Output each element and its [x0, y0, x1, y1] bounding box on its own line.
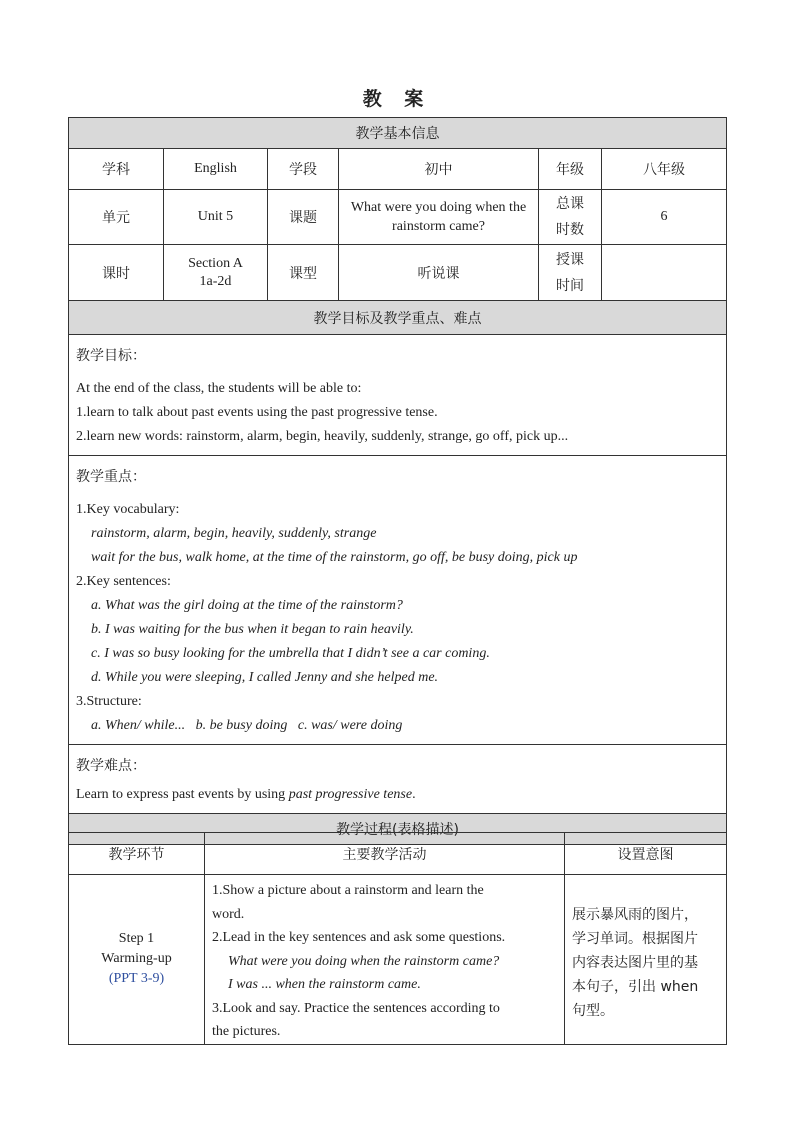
- basic-info-header: 教学基本信息: [69, 118, 727, 149]
- teaching-time-value[interactable]: [602, 245, 727, 301]
- intent-line: 学习单词。根据图片: [572, 931, 698, 947]
- activities-cell: [205, 875, 565, 1045]
- subject-label: 学科: [69, 149, 164, 190]
- stage-value: 初中: [339, 149, 539, 190]
- key-points: [69, 456, 727, 745]
- period-line2: 1a-2d: [199, 273, 232, 289]
- sentences-heading: 2.Key sentences:: [76, 574, 171, 589]
- total-hours-label: [539, 190, 602, 245]
- grade-value: 八年级: [602, 149, 727, 190]
- teaching-objectives: [69, 335, 727, 456]
- col-intent-header: 设置意图: [565, 833, 727, 875]
- grade-label: 年级: [539, 149, 602, 190]
- step-ppt-ref: (PPT 3-9): [108, 971, 165, 987]
- total-hours-value: 6: [602, 190, 727, 245]
- objective-line: At the end of the class, the students will be able to:: [76, 381, 362, 396]
- period-value: [164, 245, 268, 301]
- col-activity-header: 主要教学活动: [205, 833, 565, 875]
- total-hours-label-line2: 时数: [556, 222, 584, 238]
- step-name: Warming-up: [101, 951, 172, 967]
- activity-line: word.: [212, 906, 245, 922]
- difficulties-heading: 教学难点：: [76, 758, 146, 774]
- activity-line: What were you doing when the rainstorm came?: [228, 953, 500, 969]
- teaching-time-label-line1: 授课: [556, 251, 584, 268]
- intent-cell: [565, 875, 727, 1045]
- unit-value: Unit 5: [164, 190, 268, 245]
- stage-label: 学段: [268, 149, 339, 190]
- difficulties-text-italic: past progressive tense: [288, 787, 413, 802]
- step-number: Step 1: [118, 931, 155, 947]
- activity-line: I was ... when the rainstorm came.: [228, 977, 421, 992]
- activity-line: 2.Lead in the key sentences and ask some questions.: [212, 930, 506, 945]
- vocab-words: rainstorm, alarm, begin, heavily, suddenly, strange: [91, 526, 377, 541]
- process-header: 教学过程(表格描述): [69, 814, 727, 845]
- difficulties-text: [76, 783, 719, 807]
- activity-line: 3.Look and say. Practice the sentences according to: [212, 1000, 500, 1016]
- topic-value: What were you doing when the rainstorm came?: [339, 190, 539, 245]
- period-label: 课时: [69, 245, 164, 301]
- total-hours-label-line1: 总课: [556, 196, 584, 212]
- intent-line: 句型。: [572, 1003, 614, 1019]
- objectives-heading: 教学目标：: [76, 348, 146, 364]
- objectives-header: 教学目标及教学重点、难点: [69, 301, 727, 335]
- type-label: 课型: [268, 245, 339, 301]
- intent-line: 内容表达图片里的基: [572, 955, 698, 971]
- process-table: [68, 832, 727, 1045]
- intent-line: 本句子，引出 when: [572, 979, 699, 995]
- objective-line: 1.learn to talk about past events using the past progressive tense.: [76, 405, 438, 420]
- type-value: 听说课: [339, 245, 539, 301]
- objective-line: 2.learn new words: rainstorm, alarm, begin, heavily, suddenly, strange, go off, pick up...: [76, 429, 569, 444]
- key-sentence: b. I was waiting for the bus when it began to rain heavily.: [91, 622, 414, 637]
- difficulties-text-end: .: [412, 787, 416, 802]
- page-title: 教 案: [362, 88, 432, 110]
- key-sentence: c. I was so busy looking for the umbrella that I didn’t see a car coming.: [91, 646, 490, 661]
- step-cell: [69, 875, 205, 1045]
- key-sentence: a. What was the girl doing at the time of the rainstorm?: [91, 598, 403, 613]
- activity-line: 1.Show a picture about a rainstorm and learn the: [212, 883, 484, 898]
- structure-heading: 3.Structure:: [76, 694, 142, 709]
- vocab-heading: 1.Key vocabulary:: [76, 502, 180, 517]
- teaching-time-label-line2: 时间: [556, 277, 584, 294]
- difficulties: [69, 745, 727, 814]
- key-points-heading: 教学重点：: [76, 469, 146, 485]
- topic-label: 课题: [268, 190, 339, 245]
- subject-value: English: [164, 149, 268, 190]
- col-step-header: 教学环节: [69, 833, 205, 875]
- activity-line: the pictures.: [212, 1024, 281, 1039]
- unit-label: 单元: [69, 190, 164, 245]
- difficulties-text-plain: Learn to express past events by using: [76, 787, 289, 802]
- teaching-time-label: [539, 245, 602, 301]
- period-line1: Section A: [188, 255, 243, 271]
- key-sentence: d. While you were sleeping, I called Jenny and she helped me.: [91, 670, 439, 685]
- structure-items: a. When/ while... b. be busy doing c. was/ were doing: [91, 718, 403, 733]
- lesson-plan-table: [68, 117, 727, 845]
- vocab-phrases: wait for the bus, walk home, at the time of the rainstorm, go off, be busy doing, pick up: [91, 550, 578, 565]
- intent-line: 展示暴风雨的图片，: [572, 907, 698, 923]
